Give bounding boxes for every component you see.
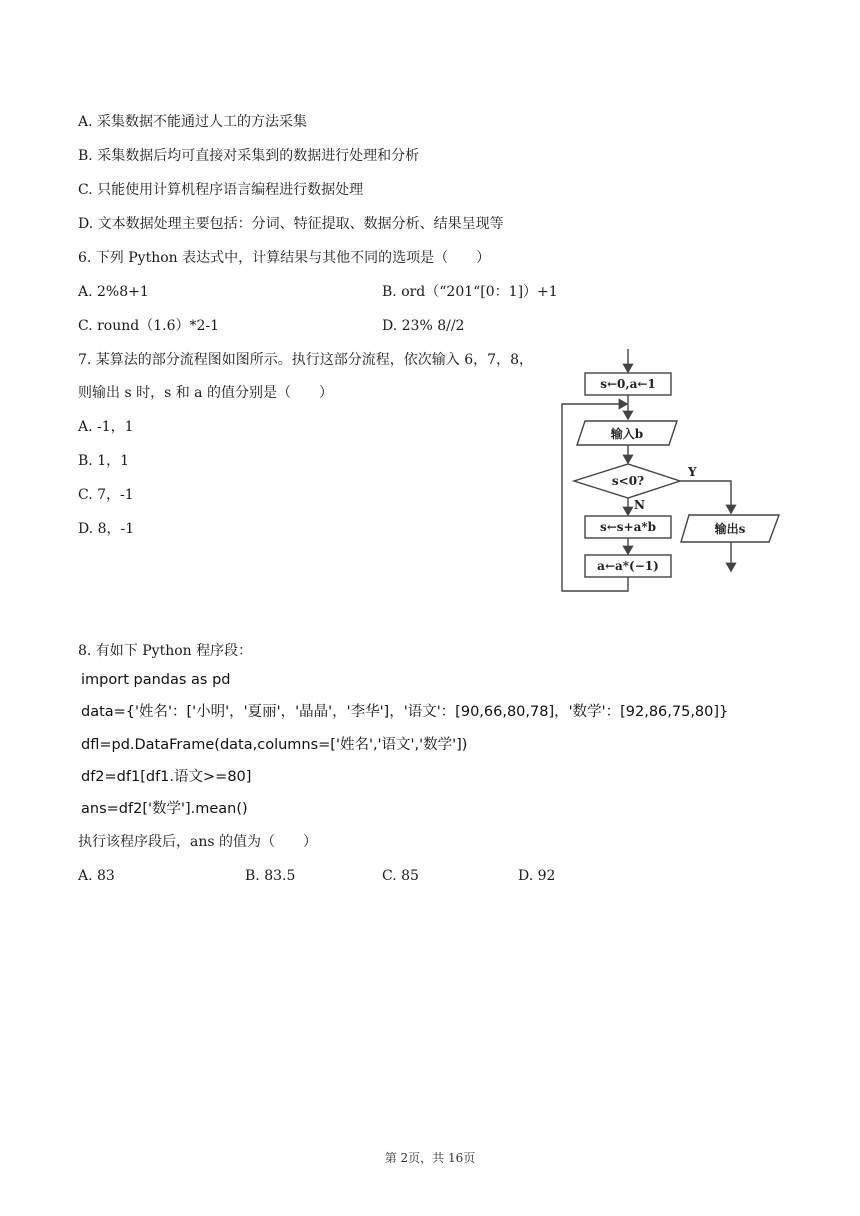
- flow-output-text: 输出s: [714, 522, 746, 536]
- q6-option-a: A. 2%8+1: [78, 284, 149, 300]
- q6-stem: 6. 下列 Python 表达式中，计算结果与其他不同的选项是（ ）: [78, 250, 491, 266]
- q7-stem-line2: 则输出 s 时，s 和 a 的值分别是（ ）: [78, 385, 333, 401]
- q8-option-d: D. 92: [518, 868, 556, 884]
- code-line-2: data={'姓名'：['小明'，'夏丽'，'晶晶'，'李华']，'语文'：[90,66,80,78]，'数学'：[92,86,75,80]}: [81, 704, 729, 720]
- code-line-1: import pandas as pd: [81, 672, 231, 688]
- q8-option-b: B. 83.5: [245, 868, 296, 884]
- q6-option-c: C. round（1.6）*2-1: [78, 318, 220, 334]
- q6-option-b: B. ord（“201“[0：1]）+1: [382, 284, 558, 300]
- q7-option-a: A. -1，1: [78, 419, 134, 435]
- code-line-4: df2=df1[df1.语文>=80]: [81, 769, 252, 785]
- q8-question: 执行该程序段后，ans 的值为（ ）: [78, 834, 317, 850]
- q5-option-a: A. 采集数据不能通过人工的方法采集: [78, 114, 308, 130]
- q6-option-d: D. 23% 8//2: [382, 318, 465, 334]
- q5-option-c: C. 只能使用计算机程序语言编程进行数据处理: [78, 182, 364, 198]
- flow-update-a-text: a←a*(−1): [597, 559, 659, 573]
- flow-condition-text: s<0?: [611, 474, 645, 488]
- page-footer: 第 2页，共 16页: [384, 1151, 476, 1165]
- flow-no-label: N: [634, 498, 645, 512]
- q7-option-c: C. 7，-1: [78, 487, 134, 503]
- q8-option-c: C. 85: [382, 868, 419, 884]
- code-line-3: dfl=pd.DataFrame(data,columns=['姓名','语文','数学']): [81, 737, 468, 753]
- q7-flowchart: [558, 343, 788, 603]
- q8-stem: 8. 有如下 Python 程序段：: [78, 643, 253, 659]
- code-line-5: ans=df2['数学'].mean(): [81, 801, 248, 817]
- q7-option-b: B. 1，1: [78, 453, 130, 469]
- q5-option-b: B. 采集数据后均可直接对采集到的数据进行处理和分析: [78, 148, 420, 164]
- flow-input-text: 输入b: [610, 427, 644, 441]
- q8-option-a: A. 83: [78, 868, 115, 884]
- q5-option-d: D. 文本数据处理主要包括：分词、特征提取、数据分析、结果呈现等: [78, 216, 504, 232]
- q7-stem-line1: 7. 某算法的部分流程图如图所示。执行这部分流程，依次输入 6，7，8，: [78, 352, 533, 368]
- q7-option-d: D. 8，-1: [78, 521, 135, 537]
- flow-yes-label: Y: [688, 465, 697, 479]
- flow-init-text: s←0,a←1: [600, 377, 656, 391]
- flow-update-s-text: s←s+a*b: [599, 520, 657, 534]
